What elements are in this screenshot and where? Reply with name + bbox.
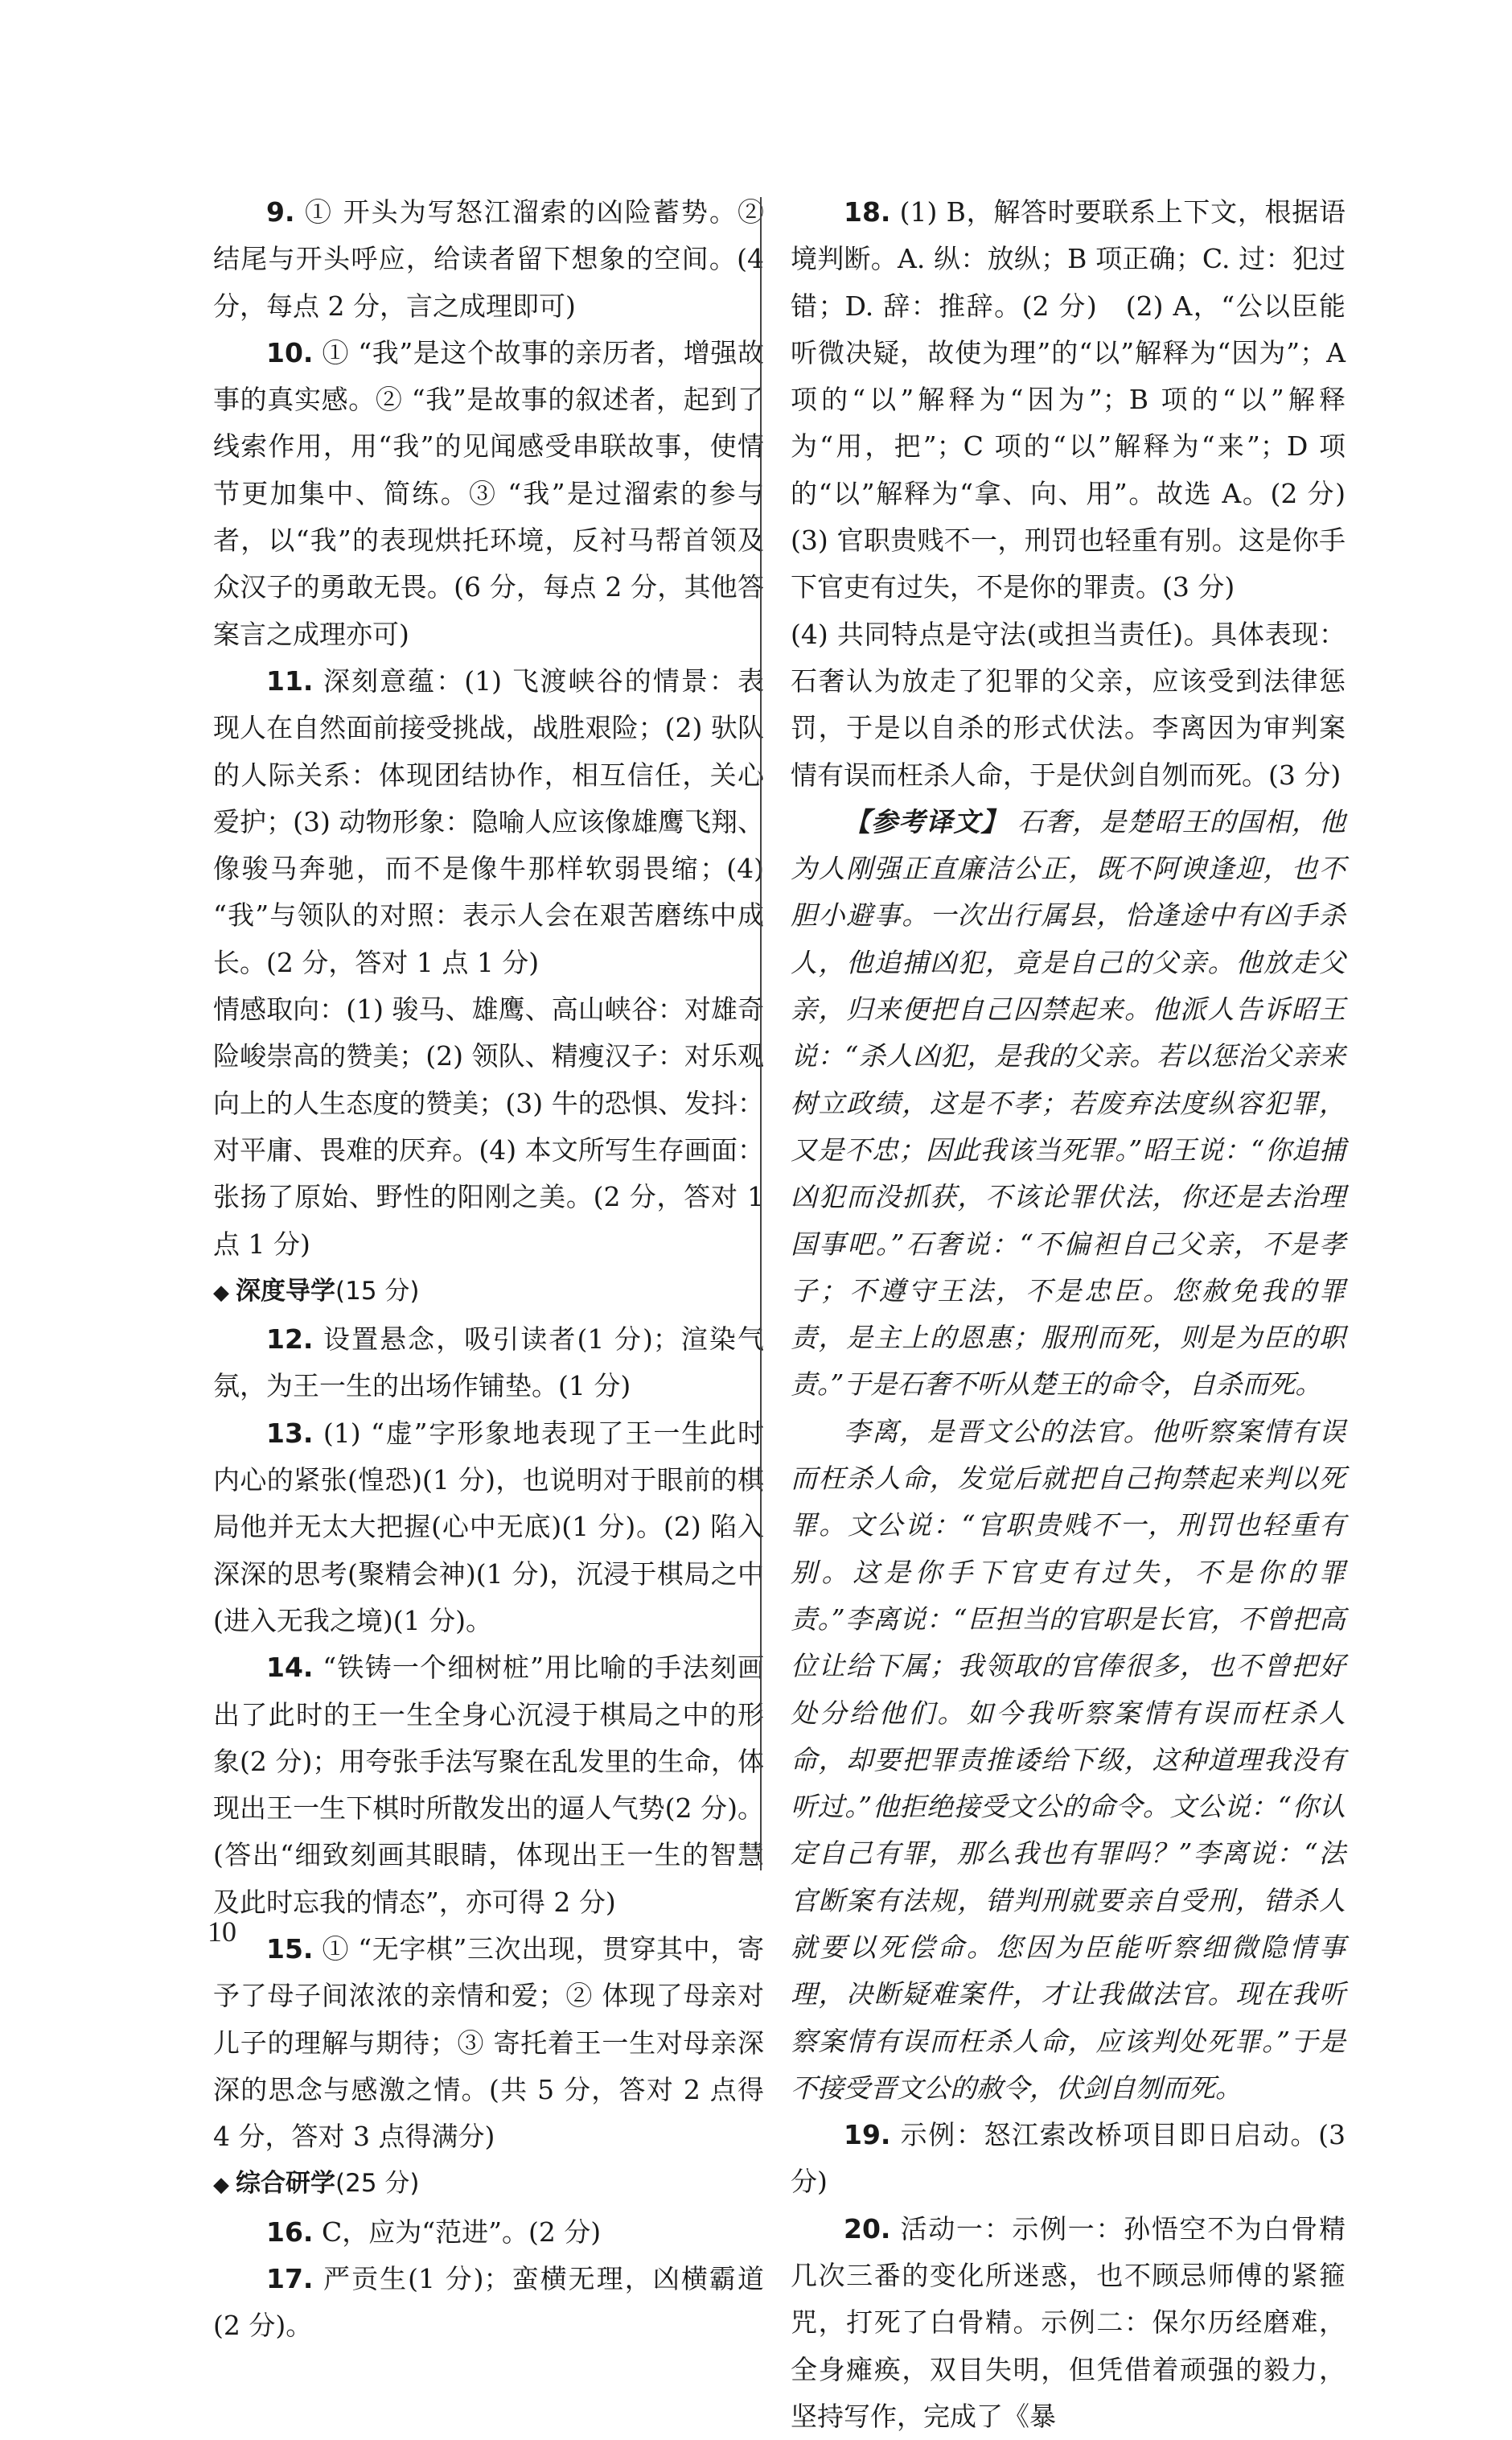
question-number: 19. [844,2119,891,2151]
answer-18-part4: (4) 共同特点是守法(或担当责任)。具体表现：石奢认为放走了犯罪的父亲，应该受到法律惩罚，于是以自杀的形式伏法。李离因为审判案情有误而枉杀人命，于是伏剑自刎而死。(3 分) [791,618,1346,791]
question-number: 18. [844,196,891,228]
question-number: 11. [266,665,314,697]
page-number: 10 [207,1915,236,1948]
answer-text: “铁铸一个细树桩”用比喻的手法刻画出了此时的王一生全身心沉浸于棋局之中的形象(2 分)；用夸张手法写聚在乱发里的生命，体现出王一生下棋时所散发出的逼人气势(2 分)。(答出“细致刻画其眼睛，体现出王一生的智慧及此时忘我的情态”，亦可得 2 分) [213,1652,764,1918]
answer-16 [213,2209,764,2256]
section-score: (15 分) [335,1276,420,1306]
left-column [213,189,764,2350]
translation-tag: 【参考译文】 [844,805,1009,837]
answer-13 [213,1410,764,1644]
question-number: 17. [266,2263,314,2295]
section-heading-deep-study [213,1268,764,1316]
diamond-icon: ◆ [213,1280,229,1305]
question-number: 16. [266,2216,314,2248]
answer-12 [213,1316,764,1410]
translation-paragraph-1 [791,799,1346,1409]
answer-11 [213,658,764,986]
answer-text: ① “无字棋”三次出现，贯穿其中，寄予了母子间浓浓的亲情和爱；② 体现了母亲对儿子的理解与期待；③ 寄托着王一生对母亲深深的思念与感激之情。(共 5 分，答对 2 点得 4 分，答对 3 点得满分) [213,1932,764,2153]
question-number: 15. [266,1932,314,1965]
answer-text: 严贡生(1 分)；蛮横无理，凶横霸道(2 分)。 [213,2263,764,2342]
question-number: 9. [266,196,295,228]
question-number: 12. [266,1323,314,1356]
question-number: 13. [266,1417,314,1449]
section-title: 综合研学 [236,2169,335,2199]
answer-20 [791,2206,1346,2440]
answer-19 [791,2112,1346,2206]
question-number: 10. [266,336,314,368]
answer-10 [213,330,764,658]
answer-text: C，应为“范进”。(2 分) [313,2216,602,2248]
answer-11-emotion: 情感取向：(1) 骏马、雄鹰、高山峡谷：对雄奇险峻崇高的赞美；(2) 领队、精瘦汉子：对乐观向上的人生态度的赞美；(3) 牛的恐惧、发抖：对平庸、畏难的厌弃。(4) 本文所写生存画面：张扬了原始、野性的阳刚之美。(2 分，答对 1 点 1 分) [213,994,764,1260]
answer-14 [213,1644,764,1926]
section-heading-comprehensive-study [213,2160,764,2208]
column-divider [760,197,762,1870]
answer-text: ① 开头为写怒江溜索的凶险蓄势。② 结尾与开头呼应，给读者留下想象的空间。(4 分，每点 2 分，言之成理即可) [213,196,764,322]
translation-paragraph-2: 李离，是晋文公的法官。他听察案情有误而枉杀人命，发觉后就把自己拘禁起来判以死罪。文公说：“官职贵贱不一，刑罚也轻重有别。这是你手下官吏有过失，不是你的罪责。”李离说：“臣担当的官职是长官，不曾把高位让给下属；我领取的官俸很多，也不曾把好处分给他们。如今我听察案情有误而枉杀人命，却要把罪责推诿给下级，这种道理我没有听过。”他拒绝接受文公的命令。文公说：“你认定自己有罪，那么我也有罪吗？”李离说：“法官断案有法规，错判刑就要亲自受刑，错杀人就要以死偿命。您因为臣能听察细微隐情事理，决断疑难案件，才让我做法官。现在我听察案情有误而枉杀人命，应该判处死罪。”于是不接受晋文公的赦令，伏剑自刎而死。 [791,1415,1346,2104]
answer-18 [791,189,1372,611]
question-number: 14. [266,1652,314,1684]
answer-text: ① “我”是这个故事的亲历者，增强故事的真实感。② “我”是故事的叙述者，起到了线索作用，用“我”的见闻感受串联故事，使情节更加集中、简练。③ “我”是过溜索的参与者，以“我”的表现烘托环境，反衬马帮首领及众汉子的勇敢无畏。(6 分，每点 2 分，其他答案言之成理亦可) [213,336,764,650]
section-title: 深度导学 [236,1276,335,1306]
answer-text: 深刻意蕴：(1) 飞渡峡谷的情景：表现人在自然面前接受挑战，战胜艰险；(2) 驮队的人际关系：体现团结协作，相互信任，关心爱护；(3) 动物形象：隐喻人应该像雄鹰飞翔、像骏马奔驰，而不是像牛那样软弱畏缩；(4) “我”与领队的对照：表示人会在艰苦磨练中成长。(2 分，答对 1 点 1 分) [213,665,764,978]
answer-text: 示例：怒江索改桥项目即日启动。(3 分) [791,2119,1346,2198]
right-column [791,189,1372,2440]
answer-9 [213,189,764,330]
answer-15 [213,1926,764,2160]
answer-text: (1) “虚”字形象地表现了王一生此时内心的紧张(惶恐)(1 分)，也说明对于眼前的棋局他并无太大把握(心中无底)(1 分)。(2) 陷入深深的思考(聚精会神)(1 分)，沉浸于棋局之中(进入无我之境)(1 分)。 [213,1417,764,1636]
answer-text: (1) B，解答时要联系上下文，根据语境判断。A. 纵：放纵；B 项正确；C. 过：犯过错；D. 辞：推辞。(2 分) (2) A，“公以臣能听微决疑，故使为理”的“以”解释为“因为”；A 项的“以”解释为“因为”；B 项的“以”解释为“用，把”；C 项的“以”解释为“来”；D 项的“以”解释为“拿、向、用”。故选 A。(2 分) (3) 官职贵贱不一，刑罚也轻重有别。这是你手下官吏有过失，不是你的罪责。(3 分) [791,196,1372,603]
answer-text: 活动一：示例一：孙悟空不为白骨精几次三番的变化所迷惑，也不顾忌师傅的紧箍咒，打死了白骨精。示例二：保尔历经磨难，全身瘫痪，双目失明，但凭借着顽强的毅力，坚持写作，完成了《暴 [791,2212,1346,2432]
answer-17 [213,2256,764,2350]
question-number: 20. [844,2212,891,2245]
answer-text: 设置悬念，吸引读者(1 分)；渲染气氛，为王一生的出场作铺垫。(1 分) [213,1323,764,1402]
section-score: (25 分) [335,2169,420,2199]
diamond-icon: ◆ [213,2173,229,2198]
translation-text: 石奢，是楚昭王的国相，他为人刚强正直廉洁公正，既不阿谀逢迎，也不胆小避事。一次出行属县，恰逢途中有凶手杀人，他追捕凶犯，竟是自己的父亲。他放走父亲，归来便把自己囚禁起来。他派人告诉昭王说：“杀人凶犯，是我的父亲。若以惩治父亲来树立政绩，这是不孝；若废弃法度纵容犯罪，又是不忠；因此我该当死罪。”昭王说：“你追捕凶犯而没抓获，不该论罪伏法，你还是去治理国事吧。”石奢说：“不偏袒自己父亲，不是孝子；不遵守王法，不是忠臣。您赦免我的罪责，是主上的恩惠；服刑而死，则是为臣的职责。”于是石奢不听从楚王的命令，自杀而死。 [791,805,1346,1401]
